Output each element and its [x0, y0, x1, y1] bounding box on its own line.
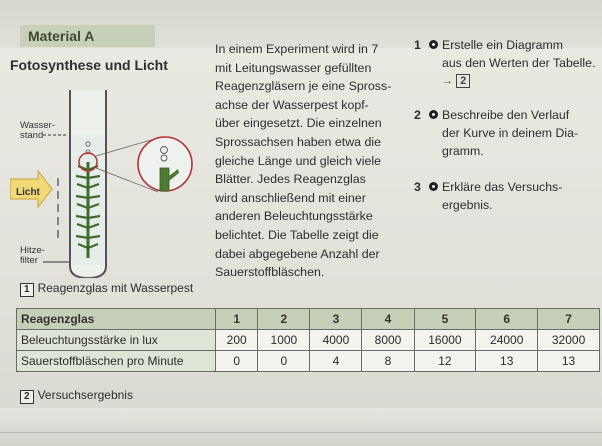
table-cell: 24000 [476, 330, 538, 351]
table-col-header: 5 [414, 309, 476, 330]
page-bottom-shade [0, 408, 602, 446]
difficulty-dot-icon [429, 110, 438, 119]
table-cell: 4 [310, 351, 362, 372]
table-header-label: Reagenzglas [17, 309, 216, 330]
table-cell: 32000 [538, 330, 600, 351]
table-col-header: 3 [310, 309, 362, 330]
divider [0, 432, 602, 433]
body-text: In einem Experiment wird in 7 mit Leitungswasser gefüllten Reagenzgläsern je eine Spross- achse der Wasserpest kopf- über eingesetzt. Die einzelnen Sprossachsen haben etwa die gleiche Länge und gleich viele Blätter. Jedes Reagenzglas wird anschließend mit einer anderen Beleuchtungsstärke belichtet. Die Tabelle zeigt die dabei abgegebene Anzahl der Sauerstoffbläschen. [215, 42, 392, 280]
material-label: Material A [20, 25, 155, 47]
table-col-header: 6 [476, 309, 538, 330]
table-row [17, 330, 600, 351]
label-water-level: Wasser- stand [20, 120, 56, 141]
table-col-header: 1 [216, 309, 258, 330]
table-row-label: Beleuchtungsstärke in lux [17, 330, 216, 351]
table-col-header: 2 [258, 309, 310, 330]
table-caption: 2 Versuchsergebnis [20, 388, 133, 404]
table-cell: 16000 [414, 330, 476, 351]
task-3: 3 Erkläre das Versuchs- ergebnis. [414, 180, 563, 212]
label-light: Licht [16, 187, 40, 198]
table-cell: 0 [216, 351, 258, 372]
table-row-label: Sauerstoffbläschen pro Minute [17, 351, 216, 372]
table-col-header: 4 [362, 309, 414, 330]
task-1: 1 Erstelle ein Diagramm aus den Werten der Tabelle. → 2 [414, 36, 602, 90]
table-cell: 8 [362, 351, 414, 372]
table-reference: → 2 [442, 72, 602, 90]
table-cell: 1000 [258, 330, 310, 351]
table-cell: 200 [216, 330, 258, 351]
results-table [16, 308, 600, 372]
table-cell: 8000 [362, 330, 414, 351]
table-header-row [17, 309, 600, 330]
table-row [17, 351, 600, 372]
table-cell: 13 [476, 351, 538, 372]
difficulty-dot-icon [429, 40, 438, 49]
table-cell: 13 [538, 351, 600, 372]
task-2: 2 Beschreibe den Verlauf der Kurve in deinem Dia- gramm. [414, 108, 579, 158]
figure-caption: 1 Reagenzglas mit Wasserpest [20, 281, 193, 297]
label-heat-filter: Hitze- filter [20, 245, 45, 266]
table-cell: 4000 [310, 330, 362, 351]
difficulty-dot-icon [429, 182, 438, 191]
table-cell: 0 [258, 351, 310, 372]
table-col-header: 7 [538, 309, 600, 330]
table-cell: 12 [414, 351, 476, 372]
section-title: Fotosynthese und Licht [10, 57, 168, 73]
